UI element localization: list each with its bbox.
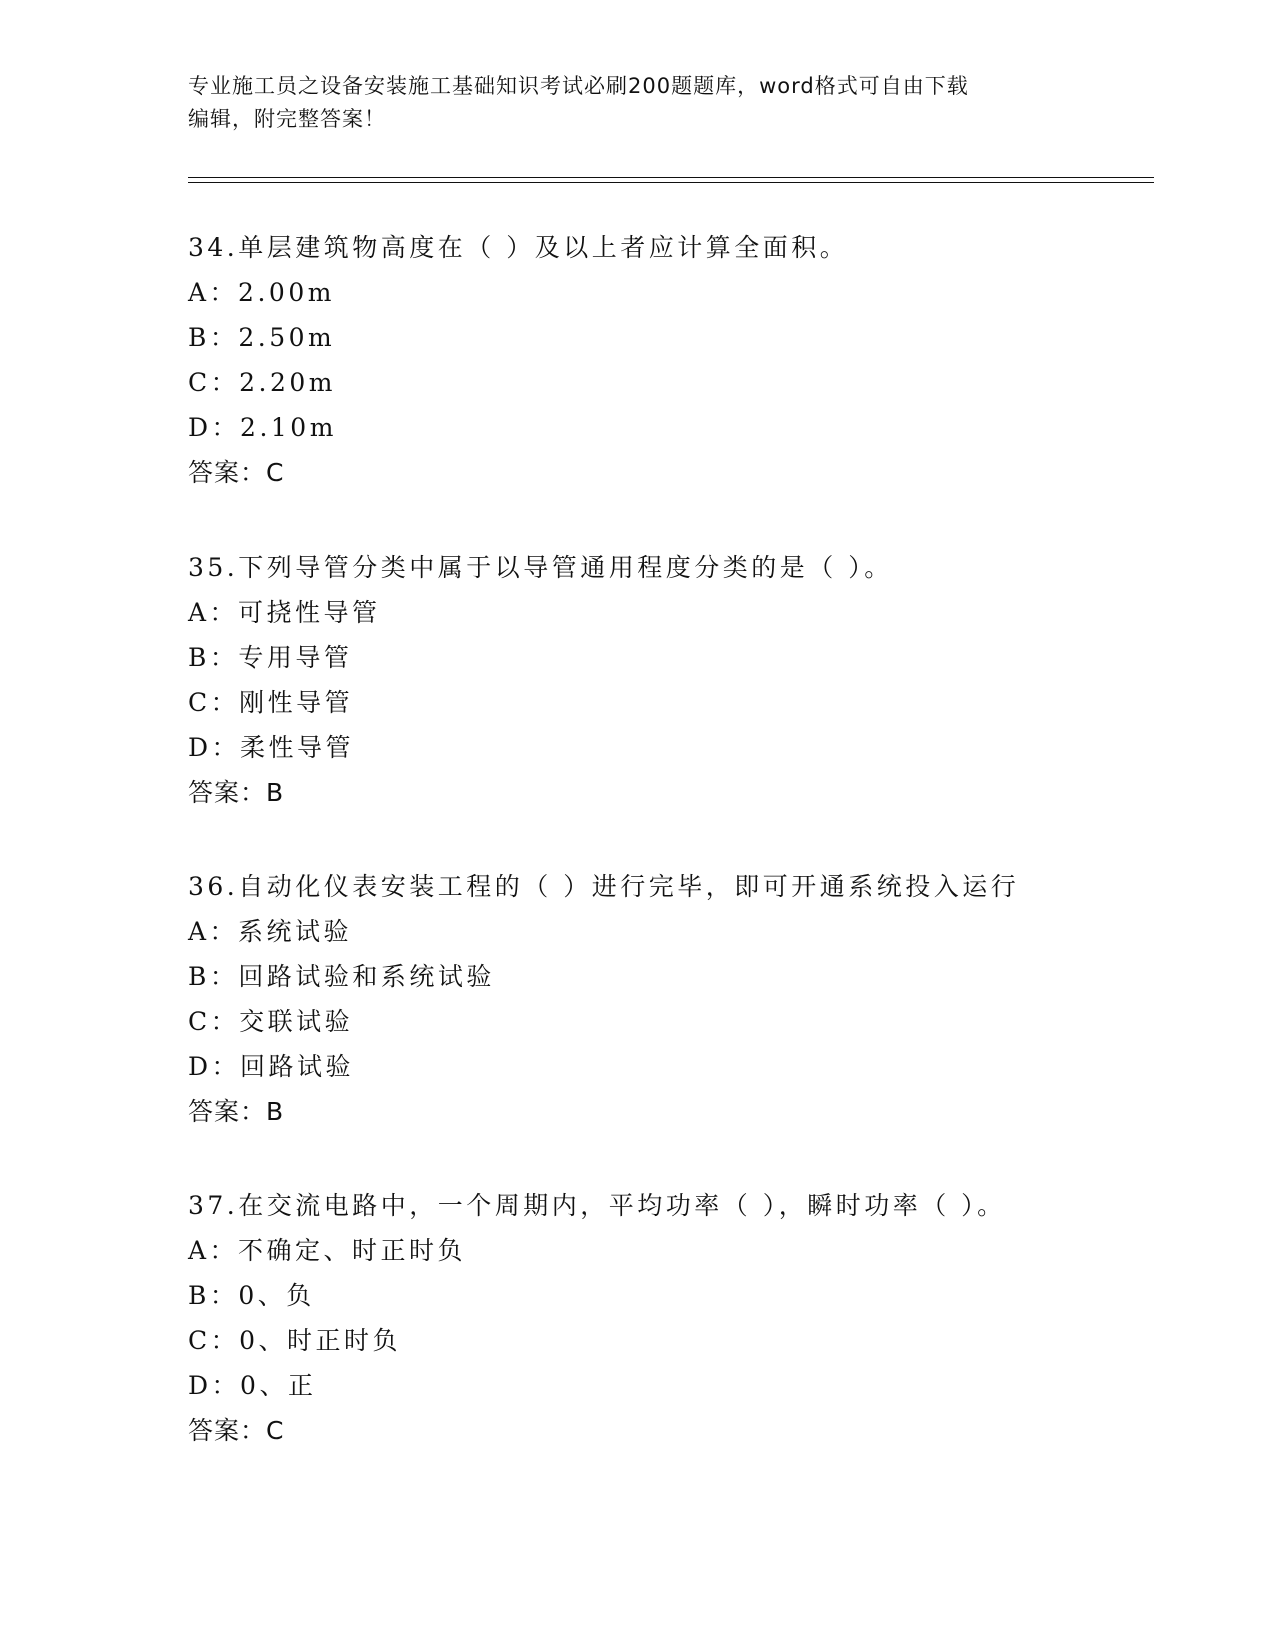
question-block (188, 232, 1154, 489)
question-block (188, 1190, 1154, 1447)
question-stem: 35.下列导管分类中属于以导管通用程度分类的是（ ）。 (188, 553, 893, 582)
option-b: B：2.50m (188, 323, 336, 352)
answer-line: 答案：B (188, 1097, 285, 1126)
option-a: A：可挠性导管 (188, 598, 381, 627)
header-divider-top (188, 177, 1154, 178)
option-a: A：2.00m (188, 278, 335, 307)
option-b: B：专用导管 (188, 643, 353, 672)
option-d: D：回路试验 (188, 1052, 355, 1081)
answer-line: 答案：B (188, 778, 285, 807)
option-d: D：柔性导管 (188, 733, 355, 762)
question-block (188, 871, 1154, 1128)
question-block (188, 552, 1154, 809)
header-line-1: 专业施工员之设备安装施工基础知识考试必刷200题题库，word格式可自由下载 (188, 74, 969, 98)
option-c: C：2.20m (188, 368, 336, 397)
answer-line: 答案：C (188, 1416, 285, 1445)
option-d: D：2.10m (188, 413, 337, 442)
option-a: A：不确定、时正时负 (188, 1236, 467, 1265)
question-stem: 36.自动化仪表安装工程的（ ）进行完毕，即可开通系统投入运行 (188, 872, 1020, 901)
question-stem: 37.在交流电路中，一个周期内，平均功率（ ），瞬时功率（ ）。 (188, 1191, 1006, 1220)
option-a: A：系统试验 (188, 917, 353, 946)
option-c: C：0、时正时负 (188, 1326, 402, 1355)
option-c: C：交联试验 (188, 1007, 354, 1036)
answer-line: 答案：C (188, 458, 285, 487)
header-divider-bottom (188, 182, 1154, 183)
option-b: B：回路试验和系统试验 (188, 962, 495, 991)
header-line-2: 编辑，附完整答案！ (188, 107, 386, 131)
option-d: D：0、正 (188, 1371, 317, 1400)
option-c: C：刚性导管 (188, 688, 354, 717)
option-b: B：0、负 (188, 1281, 315, 1310)
document-header (188, 70, 1078, 136)
question-stem: 34.单层建筑物高度在（ ）及以上者应计算全面积。 (188, 233, 849, 262)
